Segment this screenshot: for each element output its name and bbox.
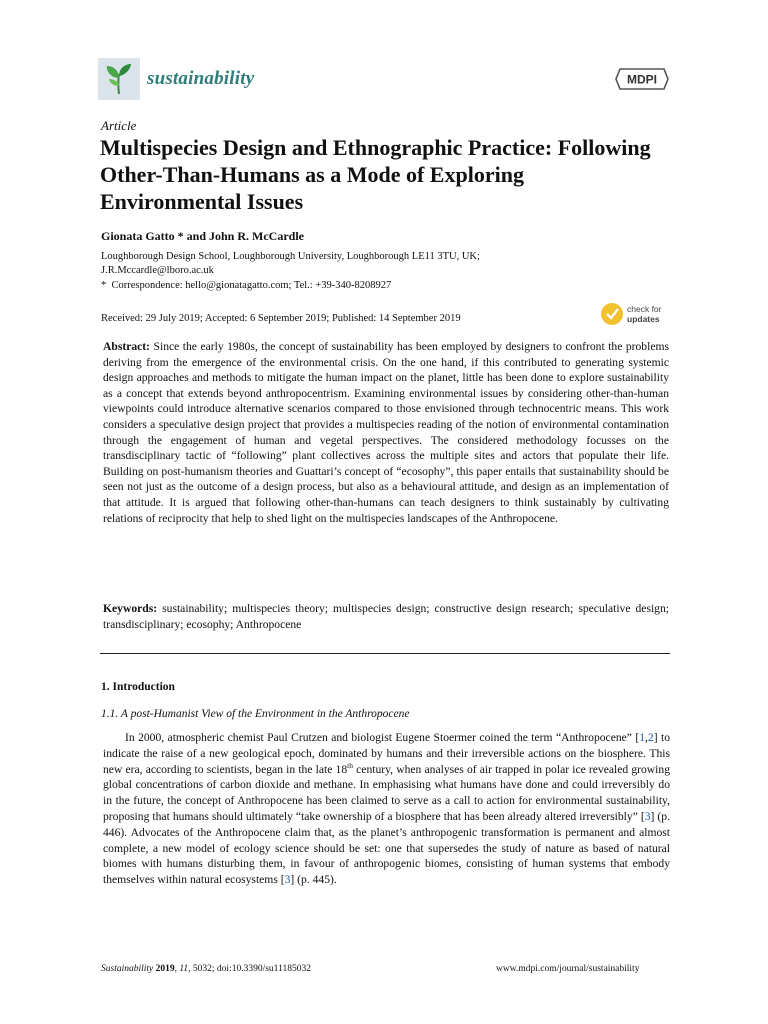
authors: Gionata Gatto * and John R. McCardle [101,229,305,243]
footer-journal: Sustainability [101,964,154,974]
footer-citation: Sustainability 2019, 11, 5032; doi:10.3390/su11185032 [101,964,311,974]
superscript: th [347,760,353,770]
citation-link[interactable]: 3 [284,873,291,887]
article-type: Article [101,118,137,133]
author-email[interactable]: J.R.Mccardle@lboro.ac.uk [101,265,214,276]
citation-link[interactable]: 2 [647,731,654,744]
footer-url[interactable]: www.mdpi.com/journal/sustainability [496,964,640,974]
abstract-text: Since the early 1980s, the concept of sustainability has been employed by designers to confront the problems deriving from the emergence of the environmental crisis. On the one hand, if this contributed to generating systemic design approaches and methods to mitigate the human impact on the planet, little has been done to explore sustainability as a concept that extends beyond anthropocentrism. Examining environmental issues by considering other-than-human viewpoints could introduce alternative scenarios compared to those envisioned through technocentric means. This work considers a speculative design project that provides a multispecies reading of the notion of environmental contamination through the engagement of human and vegetal perspectives. The considered methodology focusses on the transdisciplinary tactic of “following” plant collectives across the multiple sites and actors that populate their life. Building on post-humanism theories and Guattari’s concept of “ecosophy”, this paper entails that sustainability should be seen not just as the outcome of a design process, but also as a behavioural attitude, and design as an implementation of that attitude. It is argued that following other-than-humans can teach designers to think sustainably by cultivating relations of reciprocity that help to shed light on the multispecies landscapes of the Anthropocene. [103,340,670,525]
keywords-label: Keywords: [103,602,158,615]
abstract-label: Abstract: [103,340,151,353]
body-text-3: century, when analyses of air trapped in polar ice revealed growing global concentrations of carbon dioxide and methane. In emphasising what humans have done and could irreversibly do in the future, the concept of Anthropocene has been claimed to serve as a call to action for environmental sustainability, proposing that humans should ultimately “take ownership of a biosphere that has been already altered irreversibly” [ [103,762,670,823]
body-paragraph [103,730,670,888]
correspondence-text: Correspondence: hello@gionatagatto.com; Tel.: +39-340-8208927 [111,280,392,291]
check-line-1: check for [627,304,662,314]
affiliation [101,250,601,278]
section-divider [100,653,670,654]
footer-volume: 11 [179,964,189,974]
publication-dates: Received: 29 July 2019; Accepted: 6 September 2019; Published: 14 September 2019 [101,313,461,324]
correspondence-marker: * [101,280,107,291]
affiliation-line: Loughborough Design School, Loughborough University, Loughborough LE11 3TU, UK; [101,251,480,262]
body-text-1: In 2000, atmospheric chemist Paul Crutzen and biologist Eugene Stoermer coined the term “Anthropocene” [ [125,731,640,744]
subsection-heading: 1.1. A post-Humanist View of the Environment in the Anthropocene [101,708,410,720]
publisher-name: MDPI [627,72,657,87]
check-for-updates-badge[interactable] [600,300,670,328]
body-text-4: ] (p. 446). Advocates of the Anthropocene claim that, as the planet’s anthropogenic transformation is permanent and almost complete, a new model of ecology science should be set: one that supersedes the study of nature as based of natural biomes with humans disturbing them, in favour of anthropogenic biomes, consisting of human systems that embody themselves within natural ecosystems [ [103,809,670,887]
journal-name[interactable]: sustainability [147,68,255,89]
leaf-icon [98,58,140,100]
citation-link[interactable]: 3 [644,809,651,823]
check-icon [601,303,623,325]
article-title: Multispecies Design and Ethnographic Practice: Following Other-Than-Humans as a Mode of Exploring Environmental Issues [100,135,651,214]
keywords [103,601,669,632]
mdpi-logo[interactable] [614,67,670,91]
body-text-2: ] to indicate the raise of a new geological epoch, dominated by humans and their irreversible actions on the biosphere. This new era, according to scientists, began in the late 18 [103,731,670,776]
keywords-text: sustainability; multispecies theory; multispecies design; constructive design research; speculative design; transdisciplinary; ecosophy; Anthropocene [103,602,669,631]
correspondence [101,280,391,291]
footer-year: 2019 [155,964,175,974]
journal-logo [98,58,140,100]
footer-doi[interactable]: , 5032; doi:10.3390/su11185032 [188,964,311,974]
check-line-2: updates [627,314,660,324]
body-text-5: ] (p. 445). [290,873,337,887]
citation-link[interactable]: 1 [639,731,645,744]
abstract [103,339,669,526]
citation-comma: , [645,731,648,744]
section-heading: 1. Introduction [101,681,175,693]
